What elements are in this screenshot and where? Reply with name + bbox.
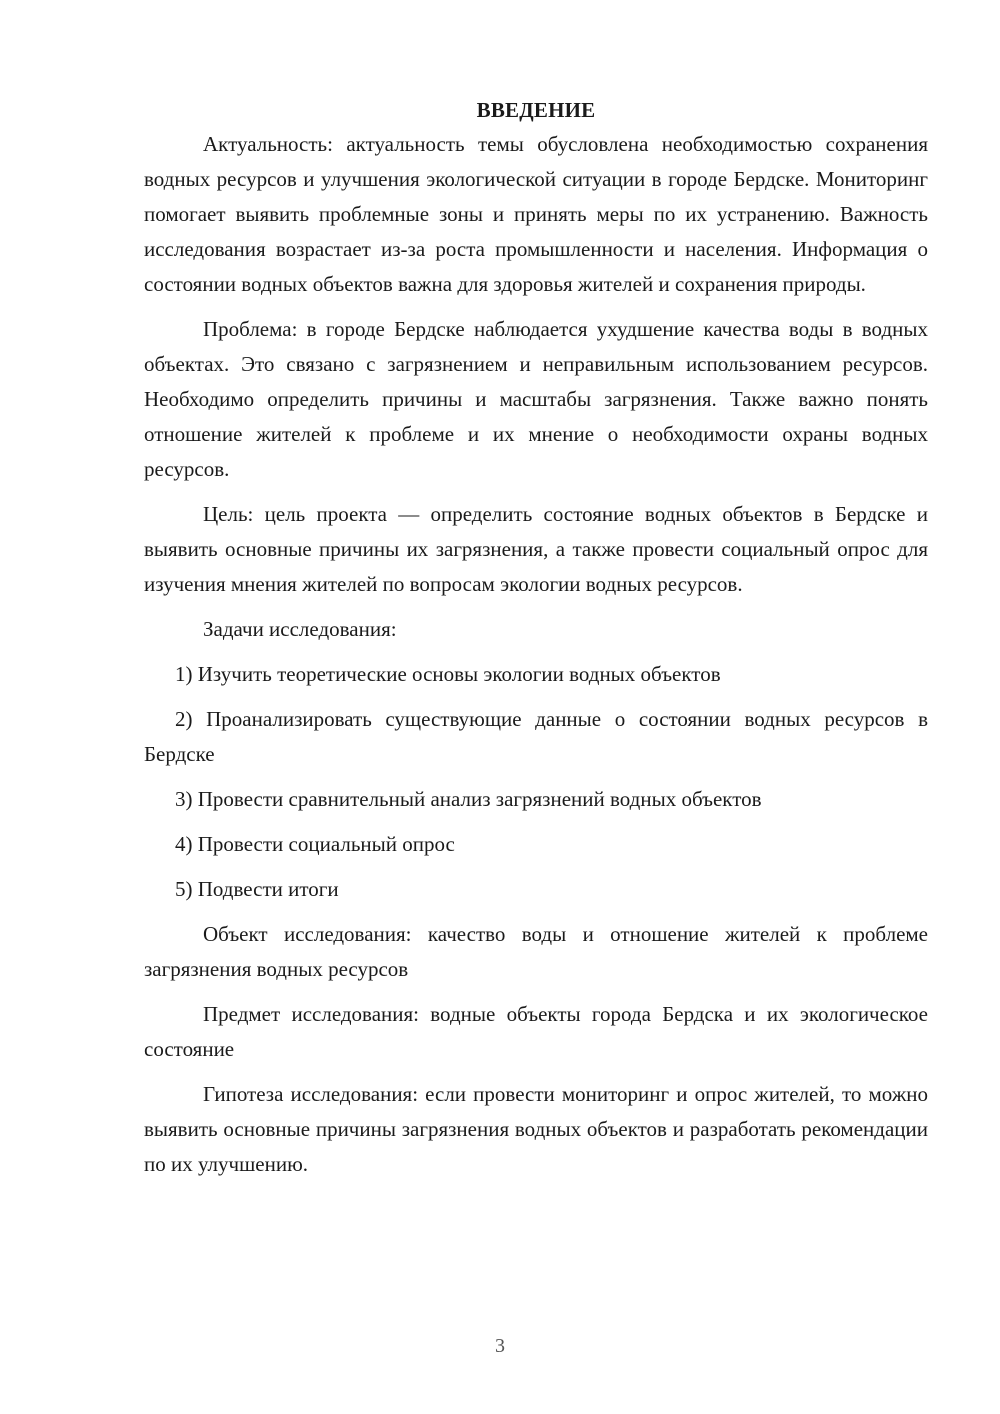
paragraph-object: Объект исследования: качество воды и отношение жителей к проблеме загрязнения водных ресурсов [144, 922, 928, 981]
paragraph-goal: Цель: цель проекта — определить состояние водных объектов в Бердске и выявить основные причины их загрязнения, а также провести социальный опрос для изучения мнения жителей по вопросам экологии водных ресурсов. [144, 502, 928, 596]
page-number: 3 [495, 1335, 505, 1357]
paragraph-tasks-heading: Задачи исследования: [203, 617, 397, 641]
task-item-3: 3) Провести сравнительный анализ загрязнений водных объектов [175, 787, 762, 811]
paragraph-subject: Предмет исследования: водные объекты города Бердска и их экологическое состояние [144, 1002, 928, 1061]
paragraph-problem: Проблема: в городе Бердске наблюдается ухудшение качества воды в водных объектах. Это связано с загрязнением и неправильным использованием ресурсов. Необходимо определить причины и масштабы загрязнения. Также важно понять отношение жителей к проблеме и их мнение о необходимости охраны водных ресурсов. [144, 317, 928, 481]
paragraph-relevance: Актуальность: актуальность темы обусловлена необходимостью сохранения водных ресурсов и улучшения экологической ситуации в городе Бердске. Мониторинг помогает выявить проблемные зоны и принять меры по их устранению. Важность исследования возрастает из-за роста промышленности и населения. Информация о состоянии водных объектов важна для здоровья жителей и сохранения природы. [144, 132, 928, 296]
task-item-1: 1) Изучить теоретические основы экологии водных объектов [175, 662, 721, 686]
paragraph-hypothesis: Гипотеза исследования: если провести мониторинг и опрос жителей, то можно выявить основные причины загрязнения водных объектов и разработать рекомендации по их улучшению. [144, 1082, 928, 1176]
task-item-4: 4) Провести социальный опрос [175, 832, 455, 856]
section-heading: ВВЕДЕНИЕ [476, 98, 596, 122]
task-item-5: 5) Подвести итоги [175, 877, 339, 901]
task-item-2: 2) Проанализировать существующие данные о состоянии водных ресурсов в Бердске [144, 707, 928, 766]
document-page [144, 95, 928, 1192]
